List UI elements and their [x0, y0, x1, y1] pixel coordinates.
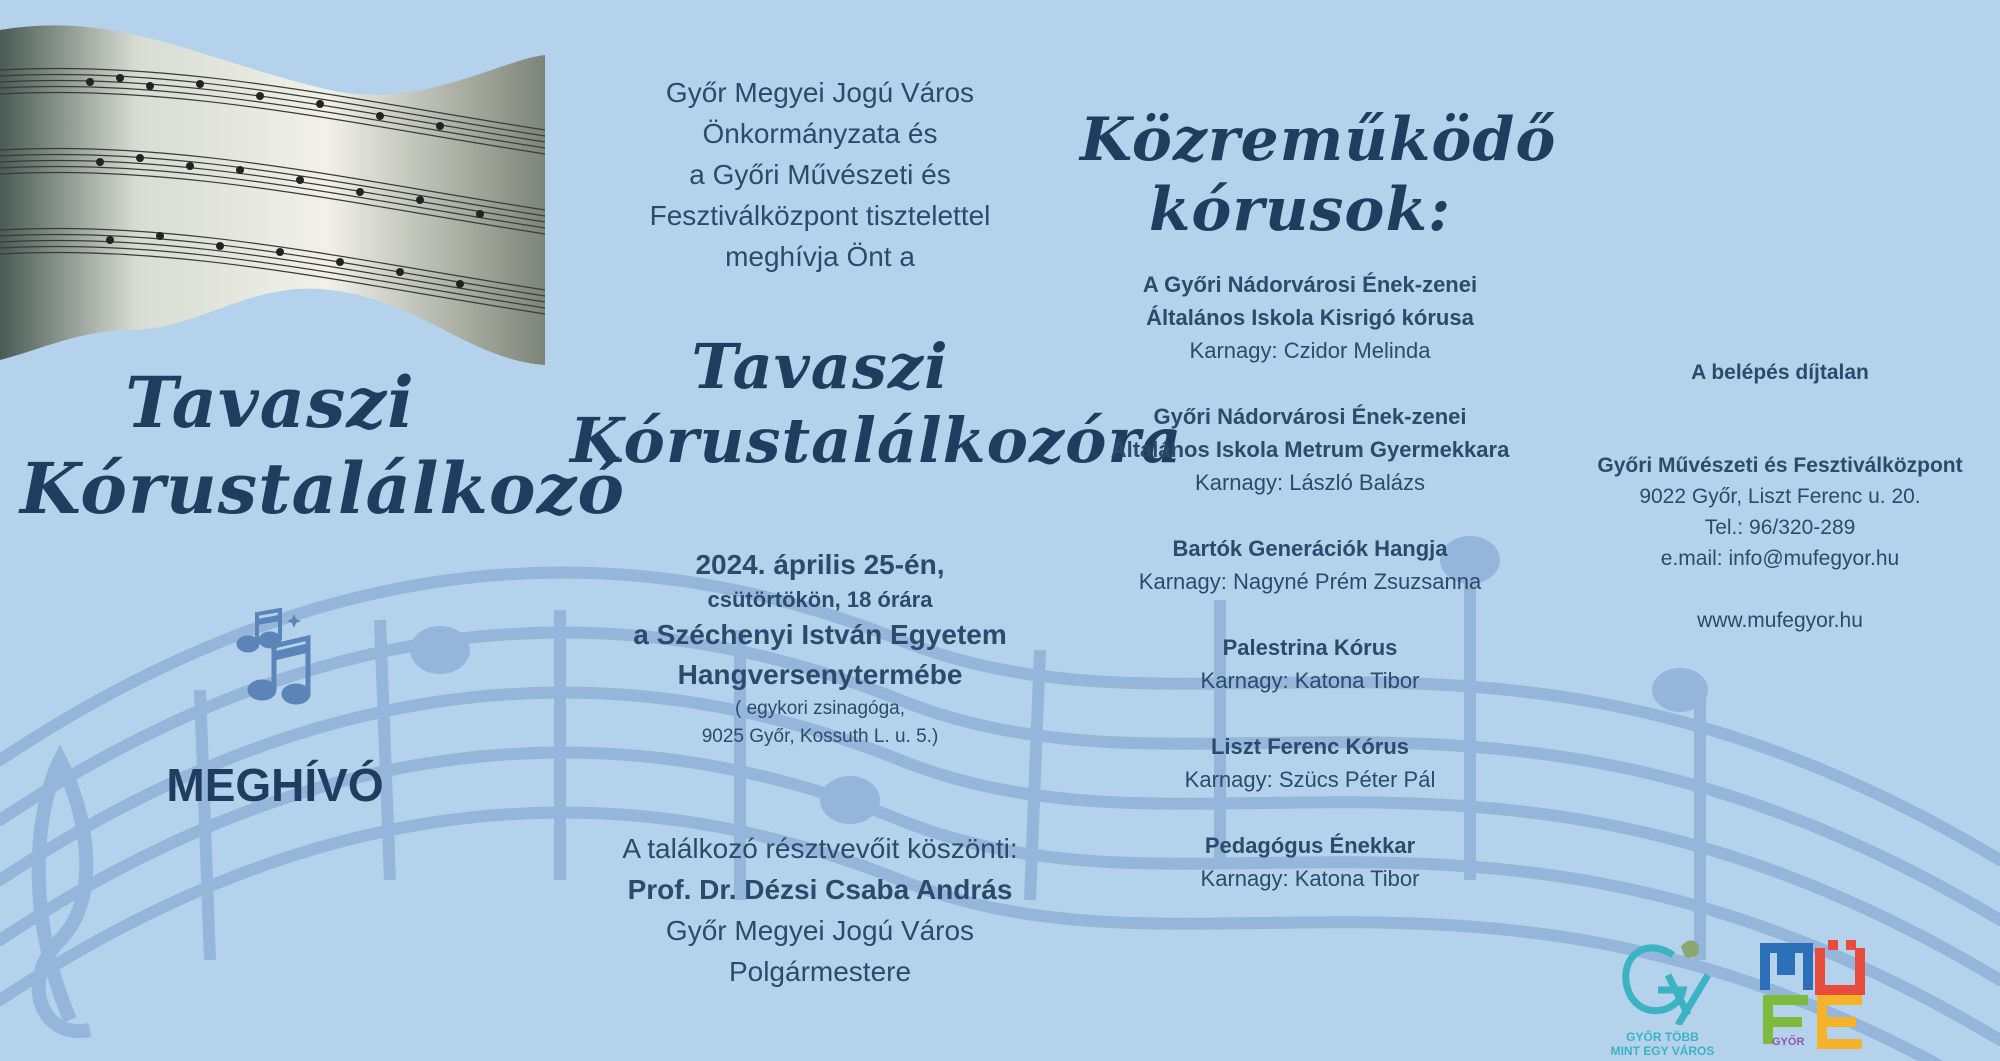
- gyor-logo-line1: GYŐR TÖBB: [1626, 1030, 1699, 1044]
- choir-conductor: Karnagy: Czidor Melinda: [1189, 338, 1431, 363]
- gyor-logo: [1600, 935, 1725, 1058]
- intro-line: Fesztiválközpont tisztelettel: [649, 200, 991, 231]
- left-title-line1: Tavaszi: [125, 361, 415, 444]
- greeting-role-line2: Polgármestere: [728, 956, 912, 987]
- choir-name: Pedagógus Énekkar: [1204, 833, 1416, 858]
- org-website[interactable]: www.mufegyor.hu: [1697, 609, 1863, 632]
- list-item: [1060, 829, 1560, 895]
- entry-note: A belépés díjtalan: [1691, 361, 1869, 384]
- greeting-name: Prof. Dr. Dézsi Csaba András: [627, 874, 1013, 905]
- left-title-line2: Kórustalálkozó: [20, 447, 626, 530]
- choir-name: Győri Nádorvárosi Ének-zenei: [1153, 404, 1467, 429]
- gyor-logo-icon: [1613, 935, 1713, 1025]
- sheet-music-image: [0, 0, 545, 370]
- choir-name: Általános Iskola Metrum Gyermekkara: [1110, 437, 1510, 462]
- intro-line: meghívja Önt a: [725, 241, 915, 272]
- choirs-heading: [1080, 105, 1557, 245]
- mufe-logo-sub: GYŐR: [1772, 1036, 1805, 1048]
- spacer: [1570, 574, 1990, 605]
- greeting-role-line1: Győr Megyei Jogú Város: [665, 915, 975, 946]
- event-title: [570, 330, 1183, 478]
- event-day-time: csütörtökön, 18 órára: [707, 587, 933, 612]
- org-address: 9022 Győr, Liszt Ferenc u. 20.: [1639, 485, 1921, 508]
- choir-name: Palestrina Kórus: [1222, 635, 1398, 660]
- event-venue-note2: 9025 Győr, Kossuth L. u. 5.): [701, 726, 939, 747]
- list-item: [1060, 730, 1560, 796]
- event-venue-line1: a Széchenyi István Egyetem: [633, 619, 1007, 650]
- choir-name: Liszt Ferenc Kórus: [1210, 734, 1410, 759]
- event-title-line2: Kórustalálkozóra: [570, 404, 1183, 477]
- event-venue-note1: ( egykori zsinagóga,: [734, 698, 906, 719]
- org-name: Győri Művészeti és Fesztiválközpont: [1597, 454, 1963, 477]
- gyor-logo-line2: MINT EGY VÁROS: [1610, 1044, 1715, 1058]
- choirs-heading-line1: Közreműködő: [1080, 105, 1557, 175]
- choir-conductor: Karnagy: László Balázs: [1195, 470, 1425, 495]
- music-notes-icon: [228, 608, 328, 708]
- list-item: [1060, 631, 1560, 697]
- choir-name: Általános Iskola Kisrigó kórusa: [1146, 305, 1474, 330]
- intro-text: [590, 72, 1050, 277]
- event-details: [560, 545, 1080, 751]
- event-date: 2024. április 25-én,: [695, 549, 945, 580]
- greeting-intro: A találkozó résztvevőit köszönti:: [622, 833, 1018, 864]
- event-venue-line2: Hangversenytermébe: [677, 659, 963, 690]
- choir-conductor: Karnagy: Katona Tibor: [1200, 668, 1420, 693]
- choir-conductor: Karnagy: Katona Tibor: [1200, 866, 1420, 891]
- choir-conductor: Karnagy: Nagyné Prém Zsuzsanna: [1138, 569, 1482, 594]
- left-title: [20, 360, 626, 532]
- intro-line: Győr Megyei Jogú Város: [665, 77, 975, 108]
- invitation-label: MEGHÍVÓ: [166, 759, 384, 811]
- mufe-logo: [1760, 940, 1870, 1055]
- choir-name: A Győri Nádorvárosi Ének-zenei: [1142, 272, 1478, 297]
- intro-line: Önkormányzata és: [702, 118, 938, 149]
- contact-info: [1570, 357, 1990, 636]
- event-title-line1: Tavaszi: [691, 330, 949, 403]
- org-phone: Tel.: 96/320-289: [1704, 516, 1856, 539]
- list-item: [1060, 268, 1560, 367]
- choir-conductor: Karnagy: Szücs Péter Pál: [1184, 767, 1436, 792]
- choir-name: Bartók Generációk Hangja: [1172, 536, 1448, 561]
- choirs-heading-line2: kórusok:: [1148, 175, 1452, 245]
- greeting: [560, 828, 1080, 992]
- choir-list: [1060, 268, 1560, 895]
- list-item: [1060, 532, 1560, 598]
- mufe-logo-icon: [1760, 940, 1870, 1050]
- intro-line: a Győri Művészeti és: [689, 159, 951, 190]
- spacer: [1570, 388, 1990, 450]
- list-item: [1060, 400, 1560, 499]
- org-email[interactable]: e.mail: info@mufegyor.hu: [1660, 547, 1900, 570]
